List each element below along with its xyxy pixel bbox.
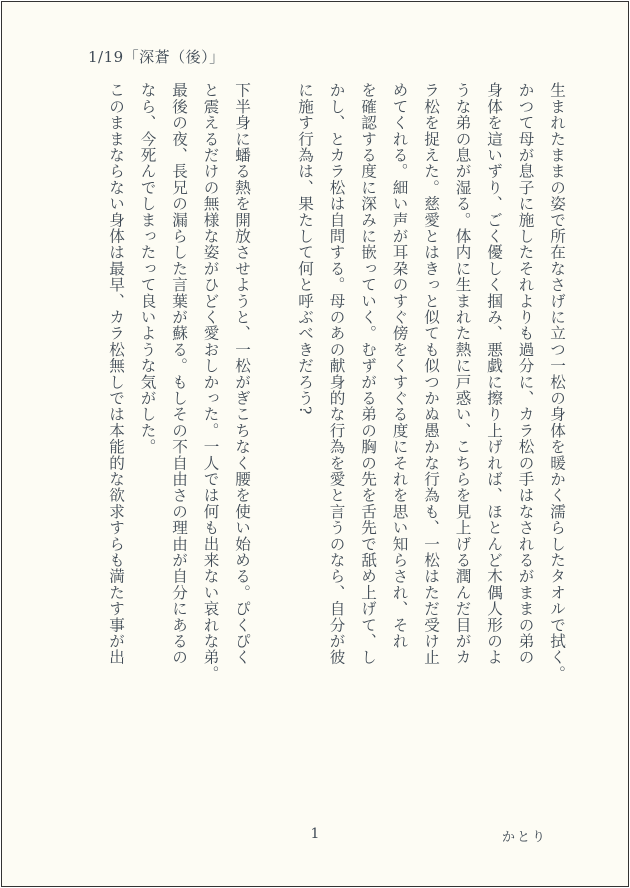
page-header: 1/19「深蒼（後）」 bbox=[88, 48, 225, 66]
text-line: 最後の夜、長兄の漏らした言葉が蘇る。もしその不自由さの理由が自分にあるの bbox=[170, 82, 188, 666]
text-line: めてくれる。細い声が耳朶のすぐ傍をくすぐる度にそれを思い知らされ、それ bbox=[390, 82, 409, 649]
blank-line bbox=[257, 82, 289, 794]
text-line: かつて母が息子に施したそれよりも過分に、カラ松の手はなされるがままの弟の bbox=[516, 82, 535, 666]
text-line: と震えるだけの無様な姿がひどく愛おしかった。一人では何も出来ない哀れな弟。 bbox=[201, 82, 220, 682]
text-line: 下半身に蟠る熱を開放させようと、一松がぎこちなく腰を使い始める。ぴくぴく bbox=[233, 82, 251, 666]
author-name: かとり bbox=[502, 830, 548, 845]
manuscript-page bbox=[1, 1, 629, 887]
page-number: 1 bbox=[310, 826, 320, 842]
text-line: に施す行為は、果たして何と呼ぶべきだろう? bbox=[296, 82, 314, 415]
text-line: かし、とカラ松は自問する。母のあの献身的な行為を愛と言うのなら、自分が彼 bbox=[327, 82, 346, 666]
text-line: 身体を這いずり、ごく優しく掴み、悪戯に擦り上げれば、ほとんど木偶人形のよ bbox=[485, 82, 503, 666]
text-line: このままならない身体は最早、カラ松無しでは本能的な欲求すらも満たす事が出 bbox=[107, 82, 125, 666]
text-line: を確認する度に深みに嵌っていく。むずがる弟の胸の先を舌先で舐め上げて、し bbox=[359, 82, 377, 666]
text-line: なら、今死んでしまったって良いような気がした。 bbox=[138, 82, 157, 455]
text-line: 生まれたままの姿で所在なさげに立つ一松の身体を暖かく濡らしたタオルで拭く。 bbox=[548, 82, 566, 682]
body-text bbox=[100, 82, 573, 794]
text-line: うな弟の息が湿る。体内に生まれた熱に戸惑い、こちらを見上げる潤んだ目がカ bbox=[453, 82, 472, 666]
text-line: ラ松を捉えた。慈愛とはきっと似ても似つかぬ愚かな行為も、一松はただ受け止 bbox=[422, 82, 440, 666]
